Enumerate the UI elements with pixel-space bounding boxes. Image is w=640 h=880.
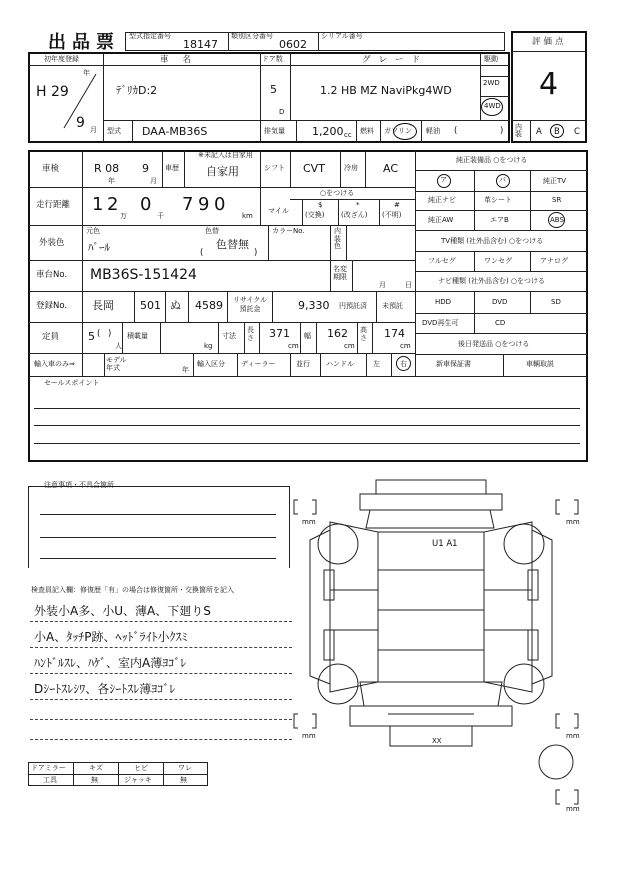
- approval-label: 型式指定番号: [129, 32, 171, 40]
- mileage-digit: 0: [140, 194, 152, 215]
- right-side-panel: [484, 522, 532, 692]
- model-year-unit: 年: [182, 366, 189, 374]
- sheet-title: 出品票: [48, 32, 120, 53]
- drive-2wd: 2WD: [483, 79, 500, 87]
- mm-spare: mm: [566, 805, 580, 813]
- fuel-light: 軽油: [426, 127, 440, 135]
- table-header-0: ドアミラー: [31, 764, 66, 772]
- history-label: 車歴: [165, 164, 179, 172]
- mileage-tamper-sym: *: [356, 201, 360, 209]
- category-label: 類別区分番号: [231, 32, 273, 40]
- approval-value: 18147: [183, 38, 218, 51]
- doors-value: 5: [270, 83, 277, 96]
- tv-analog: アナログ: [540, 257, 568, 265]
- drive-4wd: 4WD: [484, 102, 501, 110]
- rear-hatch: [390, 726, 472, 746]
- fuel-gas: ガソリン: [384, 127, 412, 135]
- windshield: [366, 510, 494, 528]
- handle-label: ハンドル: [326, 360, 354, 368]
- navi-cd: CD: [495, 319, 506, 327]
- note-line-3: ﾊﾝﾄﾞﾙｽﾚ、ﾊｹﾞ、室内A薄ﾖｺﾞﾚ: [34, 656, 187, 670]
- year-suffix: 年: [83, 69, 90, 77]
- capacity-label: 定員: [42, 332, 60, 342]
- navi-sd: SD: [551, 298, 561, 306]
- month-suffix: 月: [90, 126, 97, 134]
- mm-front-right: mm: [566, 518, 580, 526]
- mileage-digit: 0: [214, 194, 226, 215]
- import-label: 輸入車のみ⇒: [34, 360, 75, 368]
- load-label: 積載量: [127, 332, 148, 340]
- plate-number: 4589: [195, 299, 223, 312]
- mm-rear-right: mm: [566, 732, 580, 740]
- chassis-value: MB36S-151424: [90, 267, 197, 283]
- serial-label: シリアル番号: [321, 32, 363, 40]
- navi-hdd: HDD: [435, 298, 452, 306]
- height-label: 高さ: [360, 326, 367, 343]
- equip-abs: ABS: [550, 216, 564, 224]
- plate-class: 501: [140, 299, 161, 312]
- interior-label: 内装: [515, 123, 522, 138]
- displacement-unit: cc: [344, 131, 352, 139]
- ac-value: AC: [383, 162, 399, 175]
- color-no-label: カラーNo.: [272, 227, 305, 235]
- inspection-value: R 08: [94, 162, 120, 175]
- history-value: 自家用: [206, 165, 239, 178]
- inspection-month-suffix: 月: [150, 177, 157, 185]
- plate-kana: ぬ: [170, 299, 181, 312]
- inspection-month: 9: [142, 162, 149, 175]
- hood-front: [360, 494, 502, 510]
- length-label: 長さ: [247, 326, 254, 343]
- mileage-swap: (交換): [305, 211, 325, 219]
- plate-area: 長岡: [92, 299, 114, 312]
- spare-tire: [539, 745, 573, 779]
- inspection-label: 車検: [42, 164, 60, 174]
- mileage-digit: 1: [92, 194, 104, 215]
- later-docs-label: 後日発送品 ○をつける: [458, 340, 530, 348]
- rating-label: 評価点: [532, 37, 567, 47]
- color-orig-label: 元色: [86, 227, 100, 235]
- mileage-digit: 2: [107, 194, 119, 215]
- diagram-mark-rear: XX: [432, 737, 442, 745]
- mileage-label: 走行距離: [36, 200, 71, 210]
- mm-rear-left: mm: [302, 732, 316, 740]
- sales-point-label: セールスポイント: [44, 379, 100, 387]
- capacity-value: 5: [88, 330, 95, 343]
- table-header-2: ヒビ: [134, 764, 148, 772]
- navi-type-label: ナビ種類 (社外品含む) ○をつける: [438, 277, 546, 285]
- width-label: 幅: [304, 332, 311, 340]
- import-type-label: 輸入区分: [197, 360, 225, 368]
- load-unit: kg: [204, 342, 213, 350]
- table-value-1: 無: [91, 776, 98, 784]
- rear-bumper: [350, 706, 512, 726]
- color-num-label: 色替: [205, 227, 219, 235]
- mileage-mile: マイル: [268, 207, 289, 215]
- roof-panel: [378, 532, 484, 682]
- note-line-4: Dｼｰﾄｽﾚｼﾜ、各ｼｰﾄｽﾚ薄ﾖｺﾞﾚ: [34, 682, 176, 696]
- expiry-label: 名変期限: [333, 265, 347, 282]
- mileage-unknown-sym: #: [394, 201, 400, 209]
- drive-label: 駆動: [484, 55, 498, 63]
- diagram-mark-roof: U1 A1: [432, 539, 458, 549]
- table-value-2: ジャッキ: [124, 776, 152, 784]
- interior-c: C: [574, 127, 580, 137]
- mileage-mark-note: ○をつける: [320, 189, 355, 197]
- tv-type-label: TV種類 (社外品含む) ○をつける: [441, 237, 544, 245]
- caution-box: [28, 486, 290, 568]
- shift-label: シフト: [264, 164, 285, 172]
- table-header-3: ワレ: [178, 764, 192, 772]
- handle-right: 右: [400, 360, 407, 368]
- model-value: DAA-MB36S: [142, 125, 208, 138]
- equip-leather: 革シート: [484, 196, 512, 204]
- mm-front-left: mm: [302, 518, 316, 526]
- color-orig-value: ﾊﾟｰﾙ: [88, 241, 110, 254]
- tv-fullseg: フルセグ: [428, 257, 456, 265]
- width-unit: cm: [344, 342, 355, 350]
- first-reg-month: 9: [76, 115, 85, 131]
- plate-label: 登録No.: [36, 301, 68, 311]
- id-number-strip: [125, 32, 505, 51]
- dealer-option: ディーラー: [241, 360, 276, 368]
- width-value: 162: [327, 327, 348, 340]
- doors-sub: D: [279, 108, 285, 116]
- equip-aw: 純正AW: [428, 216, 454, 224]
- color-change-value: 色替無: [216, 238, 249, 251]
- wheel-front-right: [504, 524, 544, 564]
- mileage-unit: km: [242, 212, 253, 220]
- color-label: 外装色: [39, 238, 65, 248]
- history-note: ※未記入は自家用: [198, 151, 253, 159]
- table-value-3: 無: [180, 776, 187, 784]
- equip-mark-a: ア: [440, 176, 447, 184]
- capacity-unit: 人: [115, 342, 122, 350]
- parallel-option: 並行: [296, 360, 310, 368]
- mileage-man: 万: [120, 212, 127, 220]
- model-label: 型式: [107, 127, 121, 135]
- equip-navi: 純正ナビ: [428, 196, 456, 204]
- recycle-no: 未預託: [382, 302, 403, 310]
- recycle-value: 9,330: [298, 299, 330, 312]
- navi-dvd: DVD: [492, 298, 508, 306]
- table-value-0: 工具: [43, 776, 57, 784]
- expiry-day: 日: [405, 281, 412, 289]
- ac-label: 冷房: [344, 164, 358, 172]
- handle-left: 左: [373, 360, 380, 368]
- mileage-swap-sym: $: [318, 201, 323, 209]
- table-header-1: キズ: [89, 764, 103, 772]
- mileage-digit: 7: [182, 194, 194, 215]
- name-label: 車名: [160, 55, 206, 65]
- wheel-front-left: [318, 524, 358, 564]
- fuel-label: 燃料: [360, 127, 374, 135]
- category-value: 0602: [279, 38, 307, 51]
- doc-warranty: 新車保証書: [436, 360, 471, 368]
- roof-top-panel: [376, 480, 486, 494]
- equip-mark-b: パ: [499, 176, 506, 184]
- length-value: 371: [269, 327, 290, 340]
- genuine-label: 純正装備品 ○をつける: [456, 156, 528, 164]
- mileage-digit: 9: [198, 194, 210, 215]
- mileage-unknown: (不明): [382, 211, 402, 219]
- height-unit: cm: [400, 342, 411, 350]
- chassis-label: 車台No.: [36, 270, 68, 280]
- inspector-label: 検査員記入欄：修復歴「有」の場合は修復箇所・交換箇所を記入: [31, 586, 234, 594]
- mileage-sen: 千: [157, 212, 164, 220]
- rating-value: 4: [539, 67, 559, 102]
- vehicle-name: ﾃﾞﾘｶD:2: [116, 84, 158, 97]
- equip-airbag: エアB: [490, 216, 509, 224]
- left-side-panel: [330, 522, 378, 692]
- doors-label: ドア数: [262, 55, 283, 63]
- grade-value: 1.2 HB MZ NaviPkg4WD: [320, 84, 452, 97]
- doc-manual: 車輌取説: [526, 360, 554, 368]
- first-reg-year: H 29: [36, 84, 69, 100]
- equip-tv: 純正TV: [543, 177, 567, 185]
- inspection-year: 年: [108, 177, 115, 185]
- interior-b: B: [554, 127, 560, 137]
- displacement-label: 排気量: [264, 127, 285, 135]
- first-reg-label: 初年度登録: [44, 55, 79, 63]
- mileage-tamper: (改ざん): [341, 211, 368, 219]
- dims-label: 寸法: [222, 332, 236, 340]
- equip-sr: SR: [552, 196, 562, 204]
- grade-label: グレード: [362, 55, 429, 65]
- recycle-label: リサイクル預託金: [232, 296, 268, 314]
- length-unit: cm: [288, 342, 299, 350]
- interior-a: A: [536, 127, 542, 137]
- expiry-month: 月: [379, 281, 386, 289]
- note-line-1: 外装小A多、小U、薄A、下廻りS: [34, 604, 211, 618]
- wheel-rear-left: [318, 664, 358, 704]
- tv-oneseg: ワンセグ: [484, 257, 512, 265]
- rear-window: [360, 682, 502, 706]
- shift-value: CVT: [303, 162, 325, 175]
- caution-label: 注意事項・不具合箇所: [44, 481, 114, 489]
- wheel-rear-right: [504, 664, 544, 704]
- displacement-value: 1,200: [312, 125, 344, 138]
- recycle-unit: 円預託済: [339, 302, 367, 310]
- model-year-label: モデル年式: [106, 356, 127, 373]
- note-line-2: 小A、ﾀｯﾁP跡、ﾍｯﾄﾞﾗｲﾄ小ｸｽﾐ: [34, 630, 188, 644]
- navi-dvd-play: DVD再生可: [422, 319, 459, 327]
- interior-color-label: 内装色: [334, 227, 341, 251]
- height-value: 174: [384, 327, 405, 340]
